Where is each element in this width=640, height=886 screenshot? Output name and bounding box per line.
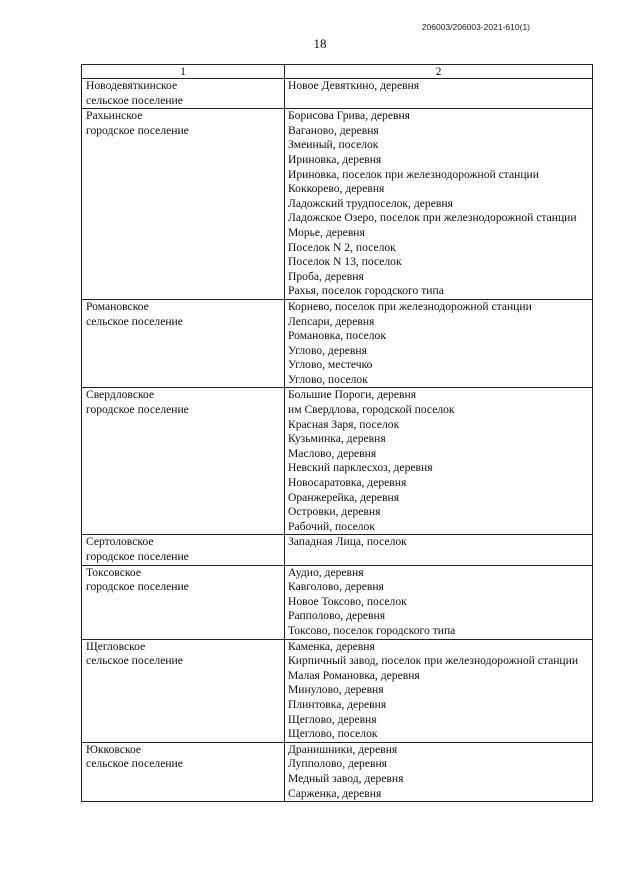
settlement-item: Минулово, деревня xyxy=(288,683,384,697)
settlements-cell xyxy=(285,299,593,388)
municipality-cell xyxy=(82,388,285,535)
municipality-cell xyxy=(82,535,285,565)
settlement-item: Новое Девяткино, деревня xyxy=(288,79,420,92)
settlements-cell xyxy=(285,388,593,535)
settlement-item: Большие Пороги, деревня xyxy=(288,388,417,402)
municipality-name-line: сельское поселение xyxy=(86,654,183,668)
settlement-item: им Свердлова, городской поселок xyxy=(288,403,455,417)
settlement-item: Лупполово, деревня xyxy=(288,757,387,771)
settlement-item: Маслово, деревня xyxy=(288,446,377,460)
settlement-item: Оранжерейка, деревня xyxy=(288,490,400,504)
settlement-item: Морье, деревня xyxy=(288,225,365,239)
table-row xyxy=(82,742,593,801)
settlements-table xyxy=(81,64,593,802)
municipality-cell xyxy=(82,79,285,109)
settlement-item: Ладожское Озеро, поселок при железнодорожной станции xyxy=(288,211,577,225)
settlement-item: Кирпичный завод, поселок при железнодорожной станции xyxy=(288,654,579,668)
table-row xyxy=(82,299,593,388)
table-row xyxy=(82,109,593,300)
settlement-item: Щеглово, деревня xyxy=(288,712,377,726)
municipality-name-line: Токсовское xyxy=(86,565,141,579)
municipality-name-line: Свердловское xyxy=(86,388,155,402)
municipality-name-line: городское поселение xyxy=(86,550,189,563)
settlement-item: Кавголово, деревня xyxy=(288,580,384,594)
table-row xyxy=(82,639,593,742)
municipality-name-line: городское поселение xyxy=(86,403,189,417)
table-row xyxy=(82,565,593,639)
settlement-item: Малая Романовка, деревня xyxy=(288,668,420,682)
settlement-item: Плинтовка, деревня xyxy=(288,697,387,711)
municipality-cell xyxy=(82,299,285,388)
document-reference: 206003/206003-2021-610(1) xyxy=(421,22,530,32)
municipality-name-line: городское поселение xyxy=(86,123,189,137)
settlement-item: Романовка, поселок xyxy=(288,329,386,343)
settlements-cell xyxy=(285,109,593,300)
settlement-item: Красная Заря, поселок xyxy=(288,417,400,431)
municipality-name-line: сельское поселение xyxy=(86,93,183,107)
municipality-name-line: Рахьинское xyxy=(86,109,143,123)
settlements-cell xyxy=(285,639,593,742)
municipality-name-line: Сертоловское xyxy=(86,535,154,549)
settlement-item: Проба, деревня xyxy=(288,269,364,283)
table-header-row xyxy=(82,65,593,79)
settlement-item: Ваганово, деревня xyxy=(288,123,379,137)
municipality-name-line: сельское поселение xyxy=(86,314,183,328)
page-number: 18 xyxy=(313,36,327,51)
settlement-item: Рапполово, деревня xyxy=(288,609,386,623)
settlement-item: Поселок N 13, поселок xyxy=(288,255,402,269)
settlement-item: Рабочий, поселок xyxy=(288,519,375,533)
settlements-cell xyxy=(285,535,593,565)
settlements-cell xyxy=(285,79,593,109)
settlement-item: Углово, местечко xyxy=(288,358,373,372)
table-row xyxy=(82,79,593,109)
municipality-cell xyxy=(82,109,285,300)
municipality-cell xyxy=(82,565,285,639)
municipality-name-line: Новодевяткинское xyxy=(86,79,178,92)
municipality-name-line: Романовское xyxy=(86,299,149,313)
settlement-item: Ладожский трудпоселок, деревня xyxy=(288,196,453,210)
settlement-item: Ириновка, деревня xyxy=(288,152,382,166)
settlement-item: Аудио, деревня xyxy=(288,565,364,579)
settlement-item: Углово, деревня xyxy=(288,343,367,357)
municipality-name-line: Юкковское xyxy=(86,742,142,756)
municipality-cell xyxy=(82,639,285,742)
settlement-item: Щеглово, поселок xyxy=(288,727,378,741)
settlement-item: Островки, деревня xyxy=(288,505,381,519)
settlement-item: Змеиный, поселок xyxy=(288,138,379,152)
municipality-name-line: Щегловское xyxy=(86,639,146,653)
settlement-item: Ириновка, поселок при железнодорожной станции xyxy=(288,167,539,181)
settlement-item: Лепсари, деревня xyxy=(288,314,375,328)
settlement-item: Борисова Грива, деревня xyxy=(288,109,410,123)
settlement-item: Кузьминка, деревня xyxy=(288,432,386,446)
settlement-item: Поселок N 2, поселок xyxy=(288,240,396,254)
settlement-item: Сарженка, деревня xyxy=(288,786,382,800)
municipality-name-line: городское поселение xyxy=(86,580,189,594)
settlements-cell xyxy=(285,565,593,639)
column-header: 2 xyxy=(285,65,593,79)
table-row xyxy=(82,388,593,535)
settlement-item: Коккорево, деревня xyxy=(288,182,385,196)
settlement-item: Рахья, поселок городского типа xyxy=(288,284,444,298)
settlement-item: Углово, поселок xyxy=(288,372,368,386)
municipality-cell xyxy=(82,742,285,801)
settlement-item: Новое Токсово, поселок xyxy=(288,594,407,608)
settlements-cell xyxy=(285,742,593,801)
settlement-item: Невский парклесхоз, деревня xyxy=(288,461,433,475)
settlement-item: Каменка, деревня xyxy=(288,639,375,653)
settlement-item: Медный завод, деревня xyxy=(288,771,404,785)
settlement-item: Корнево, поселок при железнодорожной станции xyxy=(288,299,532,313)
column-header: 1 xyxy=(82,65,285,79)
table-row xyxy=(82,535,593,565)
settlement-item: Западная Лица, поселок xyxy=(288,535,407,549)
municipality-name-line: сельское поселение xyxy=(86,757,183,771)
settlement-item: Новосаратовка, деревня xyxy=(288,476,407,490)
settlement-item: Дранишники, деревня xyxy=(288,742,398,756)
settlement-item: Токсово, поселок городского типа xyxy=(288,623,456,637)
